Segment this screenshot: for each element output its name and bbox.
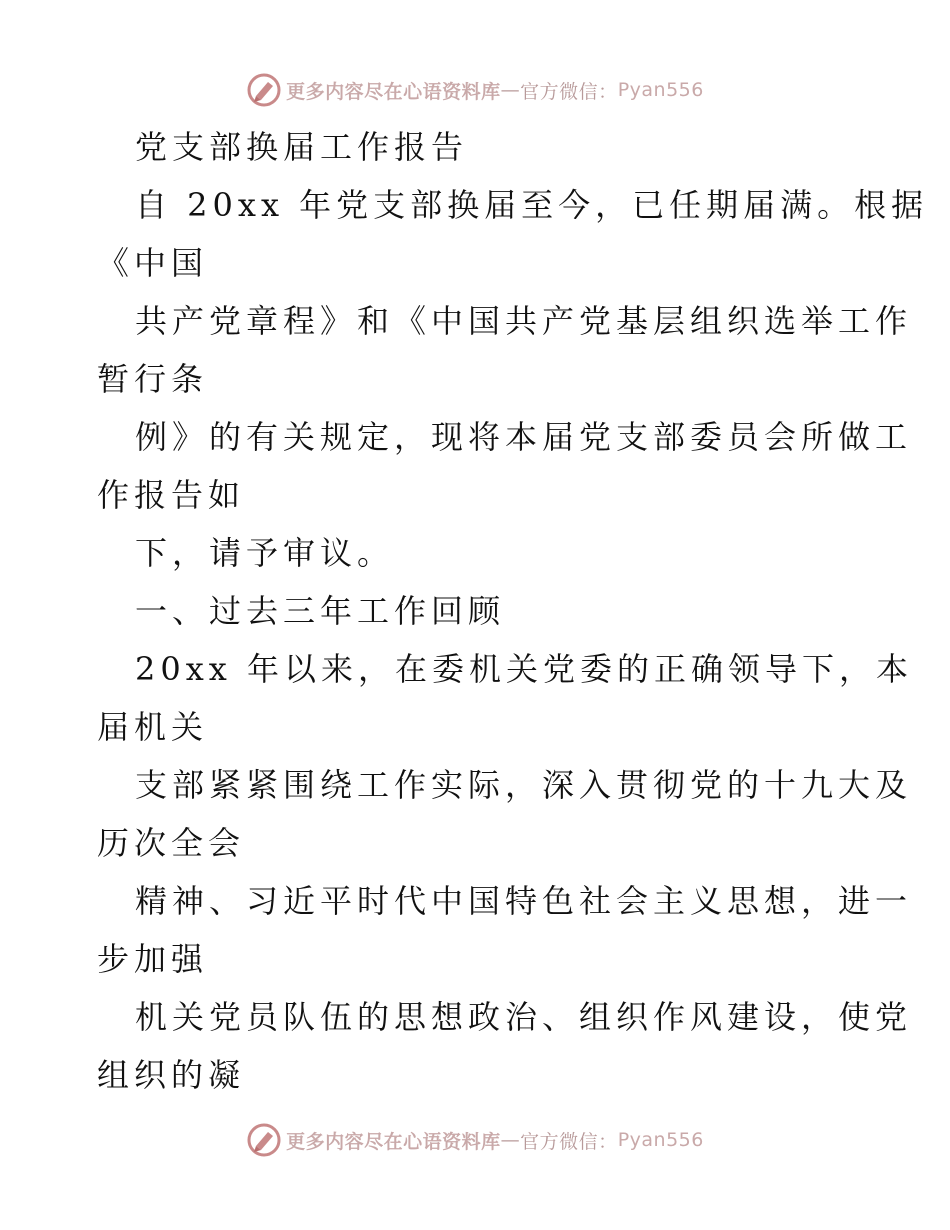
paragraph-line: 《中国 <box>97 244 209 282</box>
watermark-separator: — <box>500 1129 521 1151</box>
watermark-separator: — <box>500 79 521 101</box>
paragraph-line: 例》的有关规定，现将本届党支部委员会所做工 <box>135 418 913 456</box>
paragraph-line: 组织的凝 <box>97 1056 246 1094</box>
paragraph-line: 精神、习近平时代中国特色社会主义思想，进一 <box>135 882 913 920</box>
paragraph-line: 机关党员队伍的思想政治、组织作风建设，使党 <box>135 998 913 1036</box>
pen-logo-icon <box>246 72 282 108</box>
watermark-main-text: 更多内容尽在心语资料库 <box>286 80 501 103</box>
paragraph-line: 作报告如 <box>97 476 246 514</box>
document-title: 党支部换届工作报告 <box>135 128 469 166</box>
watermark-main-text: 更多内容尽在心语资料库 <box>286 1130 501 1153</box>
paragraph-line: 下，请予审议。 <box>135 534 395 572</box>
pen-logo-icon <box>246 1122 282 1158</box>
paragraph-line: 历次全会 <box>97 824 246 862</box>
section-heading: 一、过去三年工作回顾 <box>135 592 506 630</box>
paragraph-line: 20xx 年以来，在委机关党委的正确领导下，本 <box>135 650 913 688</box>
watermark-id-text: Pyan556 <box>617 79 704 101</box>
watermark-sub-text: 官方微信： <box>520 80 618 103</box>
paragraph-line: 步加强 <box>97 940 209 978</box>
paragraph-line: 共产党章程》和《中国共产党基层组织选举工作 <box>135 302 913 340</box>
watermark-banner-bottom <box>0 1120 950 1160</box>
paragraph-line: 届机关 <box>97 708 209 746</box>
paragraph-line: 支部紧紧围绕工作实际，深入贯彻党的十九大及 <box>135 766 913 804</box>
paragraph-line: 暂行条 <box>97 360 209 398</box>
watermark-sub-text: 官方微信： <box>520 1130 618 1153</box>
paragraph-line: 自 20xx 年党支部换届至今，已任期届满。根据 <box>135 186 929 224</box>
document-body <box>97 118 929 1104</box>
watermark-id-text: Pyan556 <box>617 1129 704 1151</box>
watermark-banner-top <box>0 70 950 110</box>
